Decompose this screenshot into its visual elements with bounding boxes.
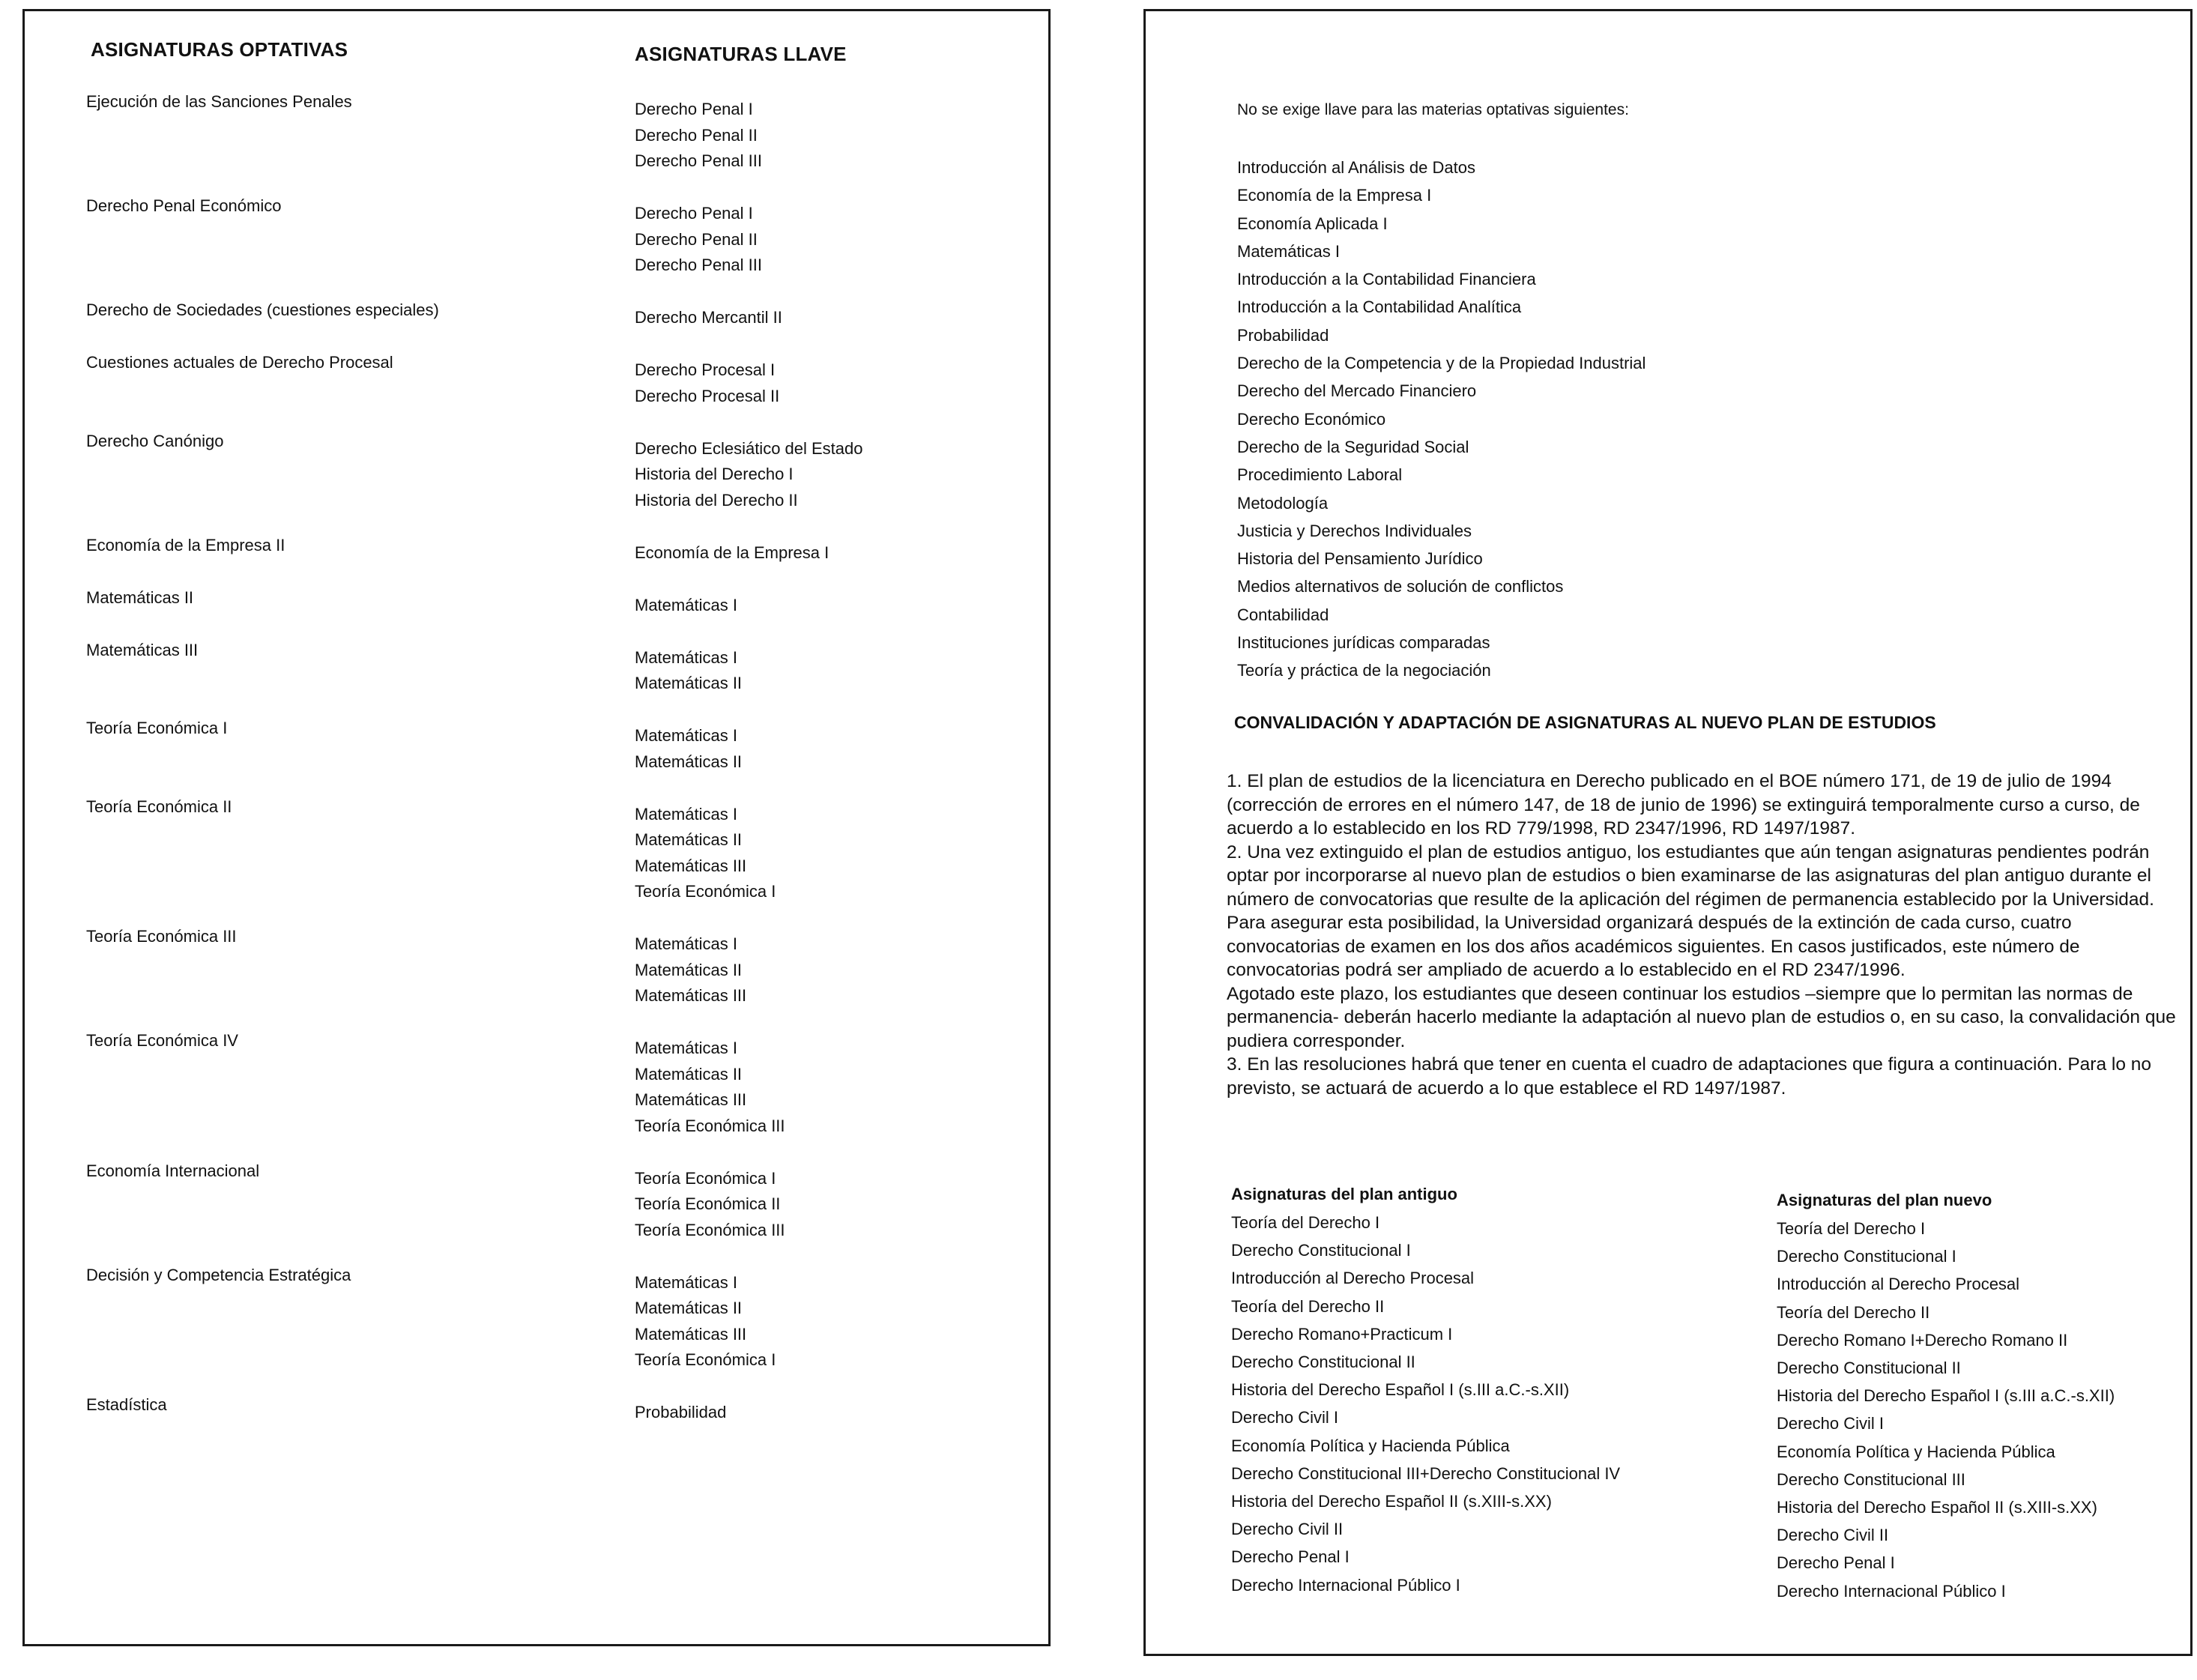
no-llave-item: Matemáticas I: [1237, 241, 1340, 261]
llave-list: [635, 540, 829, 566]
llave-list: [635, 357, 779, 409]
optativa-name: Ejecución de las Sanciones Penales: [86, 92, 352, 111]
llave-item: Matemáticas I: [635, 647, 737, 667]
no-llave-list: [1237, 154, 1646, 685]
plan-antiguo-item: Economía Política y Hacienda Pública: [1231, 1436, 1510, 1455]
llave-item: Matemáticas II: [635, 674, 743, 692]
plan-nuevo-heading: Asignaturas del plan nuevo: [1777, 1191, 1992, 1209]
no-llave-intro: No se exige llave para las materias optativas siguientes:: [1237, 101, 1629, 118]
page-left: [22, 9, 1051, 1646]
llave-item: Teoría Económica I: [635, 1168, 776, 1188]
llave-item: Probabilidad: [635, 1403, 727, 1421]
plan-antiguo-item: Derecho Constitucional II: [1231, 1353, 1415, 1372]
plan-antiguo-column: [1231, 1180, 1620, 1599]
heading-optativas: ASIGNATURAS OPTATIVAS: [91, 38, 348, 61]
llave-list: [635, 436, 863, 514]
plan-nuevo-item: Teoría del Derecho II: [1777, 1302, 1930, 1322]
page-right: [1143, 9, 2193, 1656]
no-llave-item: Medios alternativos de solución de conflictos: [1237, 577, 1564, 596]
llave-list: [635, 1166, 785, 1244]
llave-item: Derecho Penal II: [635, 229, 758, 249]
llave-item: Matemáticas I: [635, 934, 737, 953]
no-llave-item: Economía de la Empresa I: [1237, 186, 1432, 205]
plan-antiguo-heading: Asignaturas del plan antiguo: [1231, 1185, 1457, 1203]
optativa-name: Cuestiones actuales de Derecho Procesal: [86, 353, 393, 372]
plan-nuevo-item: Derecho Constitucional III: [1777, 1469, 1965, 1489]
plan-antiguo-item: Derecho Penal I: [1231, 1547, 1350, 1567]
paragraph: 3. En las resoluciones habrá que tener en cuenta el cuadro de adaptaciones que figura a continuación. Para lo no previsto, se actuará de acuerdo a lo que establece el RD 1497/1987.: [1227, 1054, 2152, 1099]
paragraph: Agotado este plazo, los estudiantes que deseen continuar los estudios –siempre que lo permitan las normas de permanencia- deberán hacerlo mediante la adaptación al nuevo plan de estudios o, en su caso, la convalidación que pudiera corresponder.: [1227, 983, 2176, 1051]
llave-item: Derecho Penal II: [635, 125, 758, 145]
llave-list: [635, 201, 762, 279]
plan-antiguo-item: Derecho Civil II: [1231, 1520, 1344, 1539]
no-llave-item: Economía Aplicada I: [1237, 214, 1388, 233]
optativa-name: Teoría Económica IV: [86, 1031, 238, 1050]
plan-nuevo-item: Derecho Constitucional I: [1777, 1247, 1956, 1266]
paragraph: 2. Una vez extinguido el plan de estudios antiguo, los estudiantes que aún tengan asignaturas pendientes podrán optar por incorporarse al nuevo plan de estudios o bien examinarse de las asignaturas del plan antiguo durante el número de convocatorias que resulte de la aplicación del régimen de permanencia establecido por la Universidad. Para asegurar esta posibilidad, la Universidad organizará después de la extinción de cada curso, cuatro convocatorias de examen en los dos años académicos siguientes. En casos justificados, este número de convocatorias podrá ser ampliado de acuerdo a lo establecido en el RD 2347/1996.: [1227, 841, 2154, 980]
convalidacion-title: CONVALIDACIÓN Y ADAPTACIÓN DE ASIGNATURAS AL NUEVO PLAN DE ESTUDIOS: [1234, 713, 1936, 732]
llave-item: Teoría Económica II: [635, 1194, 781, 1213]
no-llave-item: Procedimiento Laboral: [1237, 465, 1403, 485]
llave-item: Historia del Derecho I: [635, 465, 794, 483]
llave-item: Matemáticas II: [635, 1299, 743, 1317]
plan-nuevo-item: Historia del Derecho Español I (s.III a.C.-s.XII): [1777, 1386, 2115, 1406]
no-llave-item: Justicia y Derechos Individuales: [1237, 521, 1472, 540]
plan-nuevo-item: Derecho Romano I+Derecho Romano II: [1777, 1330, 2068, 1350]
plan-nuevo-list: [1777, 1215, 2115, 1605]
llave-item: Matemáticas II: [635, 830, 743, 849]
llave-item: Historia del Derecho II: [635, 490, 798, 510]
llave-item: Derecho Penal I: [635, 204, 753, 223]
plan-antiguo-item: Derecho Constitucional I: [1231, 1241, 1411, 1260]
llave-list: [635, 97, 762, 175]
optativa-name: Matemáticas II: [86, 587, 194, 607]
plan-nuevo-item: Derecho Civil II: [1777, 1526, 1889, 1545]
plan-nuevo-column: [1777, 1186, 2115, 1605]
plan-nuevo-item: Historia del Derecho Español II (s.XIII-s.XX): [1777, 1498, 2097, 1517]
llave-list: [635, 645, 742, 697]
no-llave-item: Instituciones jurídicas comparadas: [1237, 633, 1490, 653]
llave-item: Matemáticas II: [635, 960, 743, 979]
llave-item: Derecho Mercantil II: [635, 308, 782, 327]
plan-antiguo-item: Teoría del Derecho II: [1231, 1296, 1385, 1316]
optativa-name: Teoría Económica I: [86, 719, 228, 737]
llave-item: Matemáticas III: [635, 856, 747, 875]
plan-antiguo-list: [1231, 1209, 1620, 1599]
llave-item: Derecho Procesal I: [635, 360, 776, 379]
no-llave-item: Teoría y práctica de la negociación: [1237, 661, 1491, 680]
optativa-name: Estadística: [86, 1395, 167, 1414]
plan-antiguo-item: Teoría del Derecho I: [1231, 1213, 1380, 1232]
llave-item: Teoría Económica I: [635, 882, 776, 901]
no-llave-item: Derecho de la Competencia y de la Propiedad Industrial: [1237, 354, 1646, 373]
plan-nuevo-item: Derecho Penal I: [1777, 1553, 1895, 1573]
no-llave-item: Derecho de la Seguridad Social: [1237, 437, 1469, 456]
llave-item: Matemáticas II: [635, 752, 743, 771]
llave-list: [635, 305, 782, 331]
llave-list: [635, 931, 746, 1009]
llave-item: Derecho Penal I: [635, 100, 753, 118]
llave-item: Teoría Económica III: [635, 1116, 785, 1135]
no-llave-item: Metodología: [1237, 493, 1329, 513]
plan-antiguo-item: Historia del Derecho Español II (s.XIII-s.XX): [1231, 1492, 1552, 1511]
no-llave-item: Introducción a la Contabilidad Analítica: [1237, 297, 1522, 317]
convalidacion-body: [1227, 770, 2186, 1100]
no-llave-item: Derecho del Mercado Financiero: [1237, 381, 1477, 401]
optativa-name: Derecho Canónigo: [86, 431, 224, 450]
plan-antiguo-item: Introducción al Derecho Procesal: [1231, 1269, 1475, 1288]
llave-list: [635, 723, 742, 775]
optativa-name: Teoría Económica II: [86, 797, 232, 816]
plan-nuevo-item: Derecho Constitucional II: [1777, 1359, 1961, 1378]
optativa-name: Derecho de Sociedades (cuestiones especiales): [86, 300, 439, 319]
paragraph: 1. El plan de estudios de la licenciatura en Derecho publicado en el BOE número 171, de 19 de julio de 1994 (corrección de errores en el número 147, de 18 de junio de 1996) se extinguirá temporalmente curso a curso, de acuerdo a lo establecido en los RD 779/1998, RD 2347/1996, RD 1497/1987.: [1227, 771, 2140, 839]
llave-item: Economía de la Empresa I: [635, 543, 829, 562]
llave-item: Matemáticas III: [635, 986, 747, 1005]
plan-nuevo-item: Teoría del Derecho I: [1777, 1219, 1926, 1238]
plan-nuevo-item: Economía Política y Hacienda Pública: [1777, 1442, 2055, 1461]
llave-item: Derecho Penal III: [635, 256, 762, 274]
no-llave-item: Probabilidad: [1237, 325, 1329, 345]
optativa-name: Economía Internacional: [86, 1161, 260, 1180]
optativa-name: Derecho Penal Económico: [86, 196, 282, 215]
no-llave-item: Introducción al Análisis de Datos: [1237, 158, 1475, 177]
optativa-name: Matemáticas III: [86, 640, 199, 659]
plan-antiguo-item: Derecho Constitucional III+Derecho Constitucional IV: [1231, 1463, 1621, 1483]
optativa-name: Economía de la Empresa II: [86, 535, 285, 555]
llave-item: Matemáticas I: [635, 595, 737, 614]
llave-list: [635, 593, 737, 619]
llave-item: Derecho Penal III: [635, 151, 762, 170]
llave-item: Teoría Económica III: [635, 1220, 785, 1239]
heading-llave: ASIGNATURAS LLAVE: [635, 43, 847, 65]
llave-item: Matemáticas II: [635, 1064, 743, 1084]
plan-nuevo-item: Derecho Civil I: [1777, 1414, 1885, 1433]
plan-nuevo-item: Derecho Internacional Público I: [1777, 1581, 2006, 1601]
no-llave-item: Introducción a la Contabilidad Financiera: [1237, 270, 1536, 289]
plan-antiguo-item: Derecho Internacional Público I: [1231, 1575, 1460, 1595]
llave-item: Matemáticas I: [635, 726, 737, 745]
optativa-name: Decisión y Competencia Estratégica: [86, 1265, 351, 1284]
llave-list: [635, 802, 776, 905]
optativa-name: Teoría Económica III: [86, 927, 237, 946]
llave-item: Derecho Procesal II: [635, 386, 780, 405]
llave-item: Teoría Económica I: [635, 1350, 776, 1369]
llave-item: Matemáticas III: [635, 1090, 747, 1109]
llave-item: Matemáticas I: [635, 1272, 737, 1292]
llave-item: Derecho Eclesiático del Estado: [635, 438, 863, 458]
llave-list: [635, 1400, 726, 1426]
no-llave-item: Historia del Pensamiento Jurídico: [1237, 549, 1483, 569]
llave-item: Matemáticas III: [635, 1324, 747, 1344]
llave-item: Matemáticas I: [635, 1039, 737, 1057]
plan-antiguo-item: Historia del Derecho Español I (s.III a.C.-s.XII): [1231, 1380, 1570, 1400]
llave-list: [635, 1270, 776, 1374]
plan-nuevo-item: Introducción al Derecho Procesal: [1777, 1275, 2020, 1294]
no-llave-item: Derecho Económico: [1237, 409, 1386, 429]
llave-list: [635, 1036, 785, 1139]
llave-item: Matemáticas I: [635, 804, 737, 824]
plan-antiguo-item: Derecho Romano+Practicum I: [1231, 1324, 1453, 1344]
no-llave-item: Contabilidad: [1237, 605, 1329, 624]
plan-antiguo-item: Derecho Civil I: [1231, 1408, 1339, 1427]
